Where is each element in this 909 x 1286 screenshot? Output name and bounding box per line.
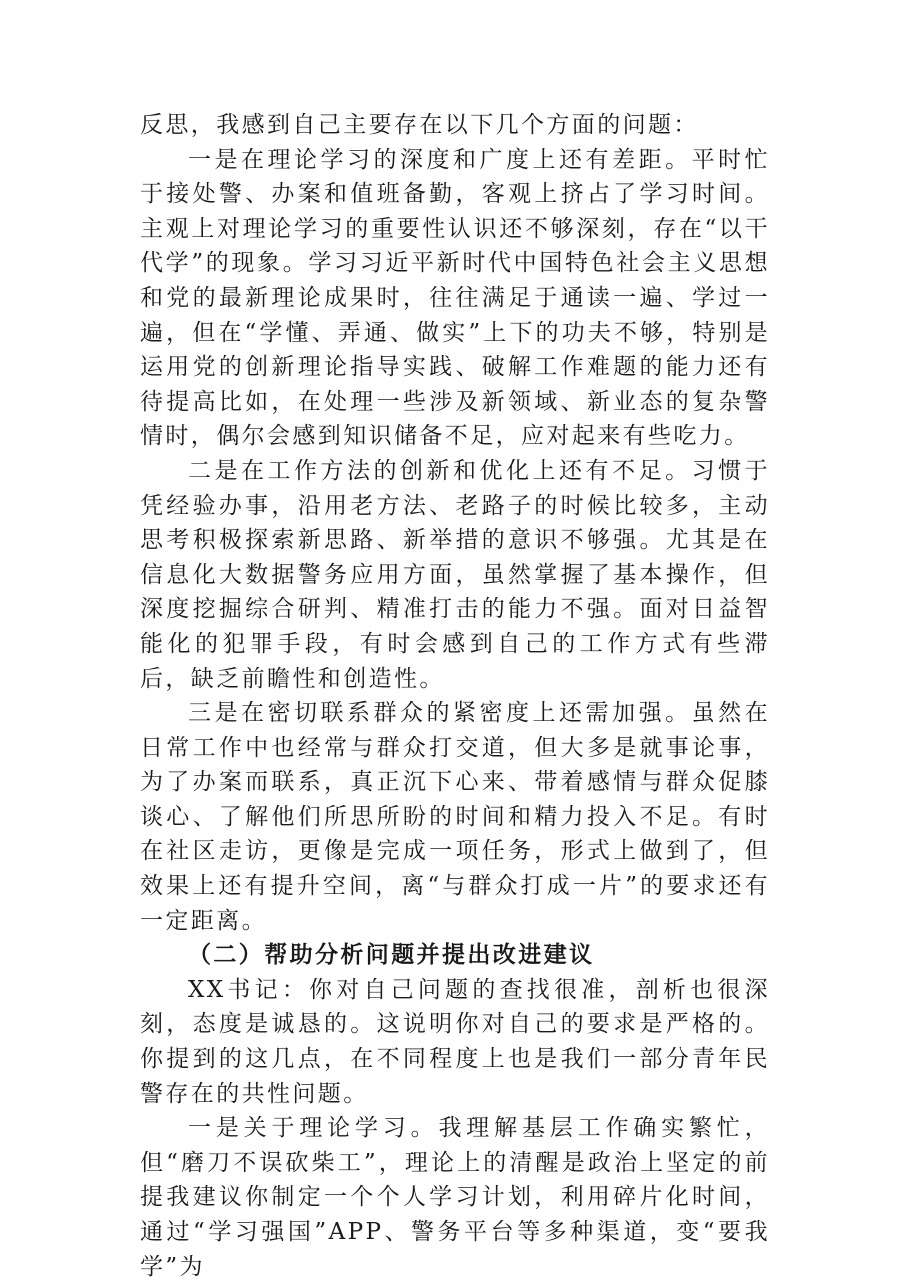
paragraph-intro: 反思，我感到自己主要存在以下几个方面的问题：: [140, 112, 699, 138]
paragraph-issue-methods: 二是在工作方法的创新和优化上还有不足。习惯于凭经验办事，沿用老方法、老路子的时候比较多，主动思考积极探索新思路、新举措的意识不够强。尤其是在信息化大数据警务应用方面，虽然掌握了基本操作，但深度挖掘综合研判、精准打击的能力不强。面对日益智能化的犯罪手段，有时会感到自己的工作方式有些滞后，缺乏前瞻性和创造性。: [140, 457, 770, 692]
document-page: [140, 108, 770, 1284]
paragraph-issue-theory: 一是在理论学习的深度和广度上还有差距。平时忙于接处警、办案和值班备勤，客观上挤占了学习时间。主观上对理论学习的重要性认识还不够深刻，存在“以干代学”的现象。学习习近平新时代中国特色社会主义思想和党的最新理论成果时，往往满足于通读一遍、学过一遍，但在“学懂、弄通、做实”上下的功夫不够，特别是运用党的创新理论指导实践、破解工作难题的能力还有待提高比如，在处理一些涉及新领域、新业态的复杂警情时，偶尔会感到知识储备不足，应对起来有些吃力。: [140, 146, 770, 450]
paragraph-issue-masses: 三是在密切联系群众的紧密度上还需加强。虽然在日常工作中也经常与群众打交道，但大多是就事论事，为了办案而联系，真正沉下心来、带着感情与群众促膝谈心、了解他们所思所盼的时间和精力投入不足。有时在社区走访，更像是完成一项任务，形式上做到了，但效果上还有提升空间，离“与群众打成一片”的要求还有一定距离。: [140, 700, 770, 934]
section-heading: （二）帮助分析问题并提出改进建议: [188, 941, 595, 969]
paragraph-suggestion-theory: 一是关于理论学习。我理解基层工作确实繁忙，但“磨刀不误砍柴工”，理论上的清醒是政治上坚定的前提我建议你制定一个个人学习计划，利用碎片化时间，通过“学习强国”APP、警务平台等多种渠道，变“要我学”为: [140, 1115, 770, 1280]
paragraph-secretary-response: XX书记：你对自己问题的查找很准，剖析也很深刻，态度是诚恳的。这说明你对自己的要求是严格的。你提到的这几点，在不同程度上也是我们一部分青年民警存在的共性问题。: [140, 976, 770, 1107]
